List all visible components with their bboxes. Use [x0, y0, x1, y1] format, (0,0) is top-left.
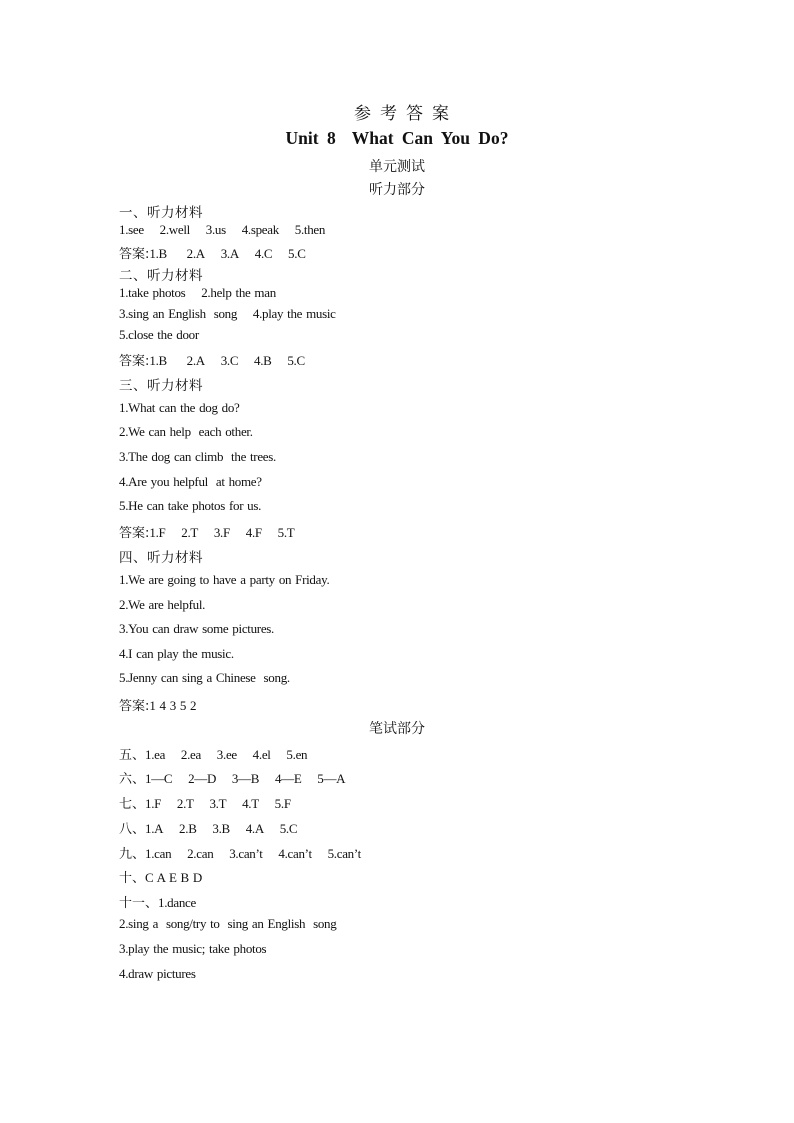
line-prefix: 六、 — [119, 772, 146, 787]
answer-line — [119, 522, 294, 541]
answer-line — [119, 793, 291, 812]
line-prefix: 十一、 — [119, 896, 159, 911]
line-text: 1.F 2.T 3.F 4.F 5.T — [149, 525, 295, 540]
line-prefix: 答案: — [119, 354, 150, 369]
line-text: 1.F 2.T 3.T 4.T 5.F — [145, 796, 291, 811]
line-text: 1.can 2.can 3.can’t 4.can’t 5.can’t — [145, 846, 361, 861]
unit-title: What Can You Do? — [351, 128, 509, 148]
answer-line — [119, 744, 307, 763]
answer-line: 4.Are you helpful at home? — [119, 474, 262, 489]
writing-section-heading: 笔试部分 — [369, 721, 425, 737]
line-text: 1.B 2.A 3.A 4.C 5.C — [149, 246, 306, 261]
line-text: 1.dance — [158, 895, 196, 910]
section-heading: 一、听力材料 — [119, 205, 203, 221]
answer-line — [119, 695, 196, 714]
answer-line — [119, 843, 361, 862]
answer-line: 3.sing an English song 4.play the music — [119, 306, 336, 321]
answer-line — [119, 867, 202, 886]
answer-line — [119, 350, 305, 369]
section-heading: 四、听力材料 — [119, 550, 203, 566]
line-prefix: 五、 — [119, 748, 146, 763]
listening-section-heading: 听力部分 — [369, 182, 425, 198]
answer-line: 2.sing a song/try to sing an English song — [119, 916, 337, 931]
line-text: 1.ea 2.ea 3.ee 4.el 5.en — [145, 747, 308, 762]
answer-line — [119, 768, 345, 787]
answer-line: 5.He can take photos for us. — [119, 498, 262, 513]
answer-line: 4.I can play the music. — [119, 646, 234, 661]
section-heading: 三、听力材料 — [119, 378, 203, 394]
answer-line — [119, 818, 297, 837]
line-text: 1.A 2.B 3.B 4.A 5.C — [145, 821, 298, 836]
unit-number: Unit 8 — [285, 128, 336, 148]
answer-line: 5.Jenny can sing a Chinese song. — [119, 670, 290, 685]
line-text: 1 4 3 5 2 — [149, 698, 197, 713]
answer-line — [119, 243, 306, 262]
section-heading: 二、听力材料 — [119, 268, 203, 284]
line-text: 1.B 2.A 3.C 4.B 5.C — [149, 353, 305, 368]
line-prefix: 答案: — [119, 526, 150, 541]
answer-line: 1.see 2.well 3.us 4.speak 5.then — [119, 222, 326, 237]
line-prefix: 十、 — [119, 871, 146, 886]
unit-heading — [0, 128, 794, 149]
line-prefix: 七、 — [119, 797, 146, 812]
line-prefix: 九、 — [119, 847, 146, 862]
answer-line: 3.The dog can climb the trees. — [119, 449, 276, 464]
test-subtitle: 单元测试 — [369, 159, 425, 175]
line-text: C A E B D — [145, 870, 202, 885]
answer-line: 3.play the music; take photos — [119, 941, 267, 956]
line-prefix: 答案: — [119, 247, 150, 262]
page-title: 参考答案 — [354, 104, 458, 124]
answer-line: 1.We are going to have a party on Friday. — [119, 572, 330, 587]
answer-line: 3.You can draw some pictures. — [119, 621, 275, 636]
answer-line — [119, 892, 196, 911]
line-prefix: 八、 — [119, 822, 146, 837]
answer-line: 4.draw pictures — [119, 966, 196, 981]
answer-line: 1.take photos 2.help the man — [119, 285, 276, 300]
answer-line: 1.What can the dog do? — [119, 400, 240, 415]
line-text: 1—C 2—D 3—B 4—E 5—A — [145, 771, 346, 786]
line-prefix: 答案: — [119, 699, 150, 714]
answer-line: 5.close the door — [119, 327, 199, 342]
answer-line: 2.We are helpful. — [119, 597, 206, 612]
answer-line: 2.We can help each other. — [119, 424, 253, 439]
